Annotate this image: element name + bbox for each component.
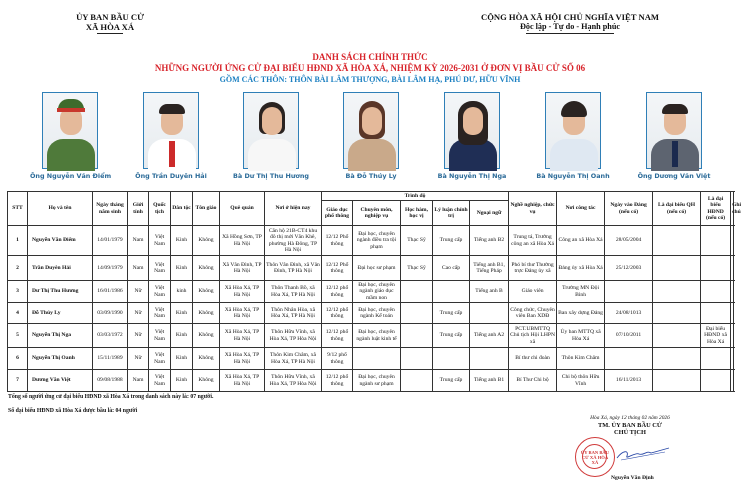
col-header-party-date: Ngày vào Đảng (nếu có) <box>605 192 653 226</box>
cell-name: Dư Thị Thu Hương <box>28 281 93 303</box>
cell-occupation: Bí thư chi đoàn <box>509 348 557 370</box>
cell-council-delegate <box>701 370 731 392</box>
cell-specialty: Đại học sư phạm <box>353 256 401 281</box>
cell-party-date <box>605 281 653 303</box>
cell-stt: 7 <box>8 370 28 392</box>
cell-name: Dương Văn Việt <box>28 370 93 392</box>
cell-gender: Nữ <box>128 348 149 370</box>
authority-line-2: XÃ HÒA XÁ <box>85 22 135 32</box>
cell-religion: Không <box>193 324 220 348</box>
cell-na-delegate <box>653 281 701 303</box>
cell-residence: Thôn Hữu Vĩnh, xã Hòa Xá, TP Hòa Nội <box>265 324 322 348</box>
cell-hometown: Xã Hòa Xá, TP Hà Nội <box>220 281 265 303</box>
cell-specialty: Đại học, chuyên ngành điều tra tội phạm <box>353 226 401 256</box>
table-row <box>8 324 734 348</box>
cell-occupation: Phó bí thư Thường trực Đảng ủy xã <box>509 256 557 281</box>
cell-stt: 5 <box>8 324 28 348</box>
cell-religion: Không <box>193 370 220 392</box>
col-header-council-delegate: Là đại biểu HĐND (nếu có) <box>701 192 731 226</box>
cell-occupation: Bí Thư Chi bộ <box>509 370 557 392</box>
cell-politics: Trung cấp <box>433 303 470 324</box>
candidate-portrait <box>444 92 500 169</box>
cell-workplace: Thôn Kim Châm <box>557 348 605 370</box>
cell-council-delegate <box>701 281 731 303</box>
cell-general-edu: 12/12 Phổ thông <box>322 256 353 281</box>
col-header-language: Ngoại ngữ <box>470 201 509 226</box>
cell-occupation: Trung tá, Trưởng công an xã Hòa Xá <box>509 226 557 256</box>
cell-religion: Không <box>193 256 220 281</box>
cell-occupation: Giáo viên <box>509 281 557 303</box>
cell-language: Tiếng anh B1, Tiếng Pháp <box>470 256 509 281</box>
cell-politics: Trung cấp <box>433 370 470 392</box>
table-row <box>8 370 734 392</box>
col-header-note: Ghi chú <box>731 192 734 226</box>
cell-gender: Nam <box>128 370 149 392</box>
candidate-photo-card <box>533 92 613 180</box>
candidate-portrait <box>646 92 702 169</box>
cell-party-date: 16/11/2013 <box>605 370 653 392</box>
cell-party-date: 07/10/2011 <box>605 324 653 348</box>
cell-dob: 15/11/1989 <box>93 348 128 370</box>
cell-nationality: Việt Nam <box>149 303 171 324</box>
cell-name: Trần Duyên Hải <box>28 256 93 281</box>
cell-degree: Thạc Sỹ <box>401 256 433 281</box>
signing-authority-line-2: CHỦ TỊCH <box>613 429 647 436</box>
cell-dob: 09/08/1988 <box>93 370 128 392</box>
signing-authority-line-1: TM. ỦY BAN BẦU CỬ <box>598 422 662 429</box>
col-header-na-delegate: Là đại biểu QH (nếu có) <box>653 192 701 226</box>
cell-nationality: Việt Nam <box>149 370 171 392</box>
candidate-portrait <box>343 92 399 169</box>
seats-note: Số đại biểu HĐND xã Hòa Xá được bầu là: 04 người <box>8 408 138 414</box>
divider <box>97 33 123 34</box>
cell-workplace: Ban xây dựng Đảng <box>557 303 605 324</box>
candidate-photo-card <box>634 92 714 180</box>
cell-stt: 3 <box>8 281 28 303</box>
cell-workplace: Trường MN Đội Bình <box>557 281 605 303</box>
cell-hometown: Xã Hòa Xá, TP Hà Nội <box>220 348 265 370</box>
cell-occupation: Công chức, Chuyên viên Ban XDĐ <box>509 303 557 324</box>
cell-specialty: Đại học, chuyên ngành luật kinh tế <box>353 324 401 348</box>
cell-nationality: Việt Nam <box>149 281 171 303</box>
cell-council-delegate <box>701 256 731 281</box>
cell-council-delegate <box>701 303 731 324</box>
candidate-photo-card <box>30 92 110 180</box>
cell-specialty: Đại học, chuyên ngành sư phạm <box>353 370 401 392</box>
cell-note <box>731 256 734 281</box>
cell-stt: 1 <box>8 226 28 256</box>
cell-residence: Thôn Kim Châm, xã Hòa Xá, TP Hà Nội <box>265 348 322 370</box>
cell-dob: 03/03/1972 <box>93 324 128 348</box>
motto: Độc lập - Tự do - Hạnh phúc <box>519 22 621 31</box>
authority-line-1: ỦY BAN BẦU CỬ <box>76 12 144 22</box>
cell-ethnicity: kinh <box>171 281 193 303</box>
cell-hometown: Xã Hòa Xá, TP Hà Nội <box>220 303 265 324</box>
candidate-caption: Bà Đỗ Thúy Ly <box>345 172 397 180</box>
table-row <box>8 281 734 303</box>
cell-na-delegate <box>653 370 701 392</box>
cell-na-delegate <box>653 348 701 370</box>
cell-general-edu: 12/12 phổ thông <box>322 281 353 303</box>
cell-nationality: Việt Nam <box>149 226 171 256</box>
col-header-general-edu: Giáo dục phổ thông <box>322 201 353 226</box>
cell-ethnicity: Kinh <box>171 348 193 370</box>
col-header-hometown: Quê quán <box>220 192 265 226</box>
candidate-photo-card <box>331 92 411 180</box>
cell-note <box>731 324 734 348</box>
col-header-name: Họ và tên <box>28 192 93 226</box>
cell-degree <box>401 324 433 348</box>
cell-na-delegate <box>653 226 701 256</box>
cell-general-edu: 12/12 Phổ thông <box>322 226 353 256</box>
cell-workplace: Đảng ủy xã Hòa Xá <box>557 256 605 281</box>
cell-politics <box>433 348 470 370</box>
cell-religion: Không <box>193 303 220 324</box>
cell-hometown: Xã Vân Đình, TP Hà Nội <box>220 256 265 281</box>
cell-specialty: Đại học, chuyên ngành Kế toán <box>353 303 401 324</box>
handwritten-signature-icon <box>615 446 670 462</box>
candidate-photo-card <box>131 92 211 180</box>
cell-religion: Không <box>193 226 220 256</box>
document-title: DANH SÁCH CHÍNH THỨC <box>312 52 428 62</box>
divider <box>526 33 614 34</box>
cell-degree <box>401 303 433 324</box>
col-header-nationality: Quốc tịch <box>149 192 171 226</box>
cell-residence: Thôn Nhân Hòa, xã Hòa Xá, TP Hà Nội <box>265 303 322 324</box>
cell-degree <box>401 348 433 370</box>
cell-note <box>731 281 734 303</box>
cell-na-delegate <box>653 324 701 348</box>
candidate-photo-card <box>231 92 311 180</box>
cell-stt: 2 <box>8 256 28 281</box>
cell-nationality: Việt Nam <box>149 324 171 348</box>
cell-dob: 16/01/1986 <box>93 281 128 303</box>
candidate-caption: Ông Dương Văn Việt <box>637 172 711 180</box>
cell-ethnicity: Kinh <box>171 226 193 256</box>
cell-nationality: Việt Nam <box>149 256 171 281</box>
cell-gender: Nữ <box>128 303 149 324</box>
col-header-specialty: Chuyên môn, nghiệp vụ <box>353 201 401 226</box>
cell-stt: 4 <box>8 303 28 324</box>
cell-occupation: PCT.UBMTTQ Chủ tịch Hội LHPN xã <box>509 324 557 348</box>
cell-specialty <box>353 348 401 370</box>
cell-party-date: 28/05/2004 <box>605 226 653 256</box>
cell-party-date <box>605 348 653 370</box>
signing-authority <box>545 422 715 436</box>
cell-council-delegate <box>701 348 731 370</box>
cell-na-delegate <box>653 303 701 324</box>
cell-politics: Cao cấp <box>433 256 470 281</box>
candidate-portrait <box>42 92 98 169</box>
cell-general-edu: 12/12 phổ thông <box>322 303 353 324</box>
cell-general-edu: 9/12 phổ thông <box>322 348 353 370</box>
cell-politics: Trung cấp <box>433 226 470 256</box>
cell-language <box>470 348 509 370</box>
cell-ethnicity: Kinh <box>171 324 193 348</box>
document-scope: GỒM CÁC THÔN: THÔN BÀI LÂM THƯỢNG, BÀI LÂM HẠ, PHÚ DƯ, HỮU VĨNH <box>219 75 521 84</box>
candidate-photos <box>0 92 740 184</box>
table-row <box>8 348 734 370</box>
col-header-gender: Giới tính <box>128 192 149 226</box>
cell-language: Tiếng anh B <box>470 281 509 303</box>
cell-note <box>731 370 734 392</box>
cell-na-delegate <box>653 256 701 281</box>
cell-ethnicity: Kinh <box>171 303 193 324</box>
cell-gender: Nam <box>128 256 149 281</box>
cell-residence: Thôn Hữu Vĩnh, xã Hòa Xá, TP Hòa Nội <box>265 370 322 392</box>
cell-general-edu: 12/12 phổ thông <box>322 370 353 392</box>
cell-language: Tiếng anh B2 <box>470 226 509 256</box>
cell-council-delegate: Đại biểu HĐND xã Hòa Xá <box>701 324 731 348</box>
cell-politics: Trung cấp <box>433 324 470 348</box>
country-name: CỘNG HÒA XÃ HỘI CHỦ NGHĨA VIỆT NAM <box>480 12 660 22</box>
cell-degree <box>401 370 433 392</box>
cell-gender: Nữ <box>128 324 149 348</box>
cell-politics <box>433 281 470 303</box>
candidate-photo-card <box>432 92 512 180</box>
cell-party-date: 25/12/2003 <box>605 256 653 281</box>
cell-dob: 03/09/1990 <box>93 303 128 324</box>
candidate-caption: Bà Dư Thị Thu Hương <box>233 172 309 180</box>
cell-workplace: Ủy ban MTTQ xã Hòa Xá <box>557 324 605 348</box>
cell-gender: Nữ <box>128 281 149 303</box>
cell-name: Đỗ Thúy Ly <box>28 303 93 324</box>
issuing-authority <box>40 12 180 34</box>
cell-party-date: 24/08/1013 <box>605 303 653 324</box>
table-row <box>8 226 734 256</box>
cell-religion: Không <box>193 348 220 370</box>
candidate-table <box>7 191 741 392</box>
candidate-caption: Ông Trần Duyên Hải <box>135 172 207 180</box>
col-header-degree: Học hàm, học vị <box>401 201 433 226</box>
cell-language: Tiếng anh B1 <box>470 370 509 392</box>
cell-degree <box>401 281 433 303</box>
cell-nationality: Việt Nam <box>149 348 171 370</box>
cell-specialty: Đại học, chuyên ngành giáo dục mầm non <box>353 281 401 303</box>
cell-note <box>731 226 734 256</box>
signer-name: Nguyễn Văn Định <box>611 475 654 481</box>
cell-gender: Nam <box>128 226 149 256</box>
col-group-education: Trình độ <box>322 192 509 201</box>
cell-dob: 14/09/1979 <box>93 256 128 281</box>
cell-note <box>731 303 734 324</box>
cell-ethnicity: Kinh <box>171 370 193 392</box>
col-header-dob: Ngày tháng năm sinh <box>93 192 128 226</box>
cell-ethnicity: Kinh <box>171 256 193 281</box>
cell-note <box>731 348 734 370</box>
document-subtitle: NHỮNG NGƯỜI ỨNG CỬ ĐẠI BIỂU HĐND XÃ HÒA XÁ, NHIỆM KỲ 2026-2031 Ở ĐƠN VỊ BẦU CỬ SỐ 06 <box>154 63 586 73</box>
candidate-portrait <box>243 92 299 169</box>
candidate-caption: Ông Nguyễn Văn Điểm <box>30 172 112 180</box>
national-motto <box>445 12 695 34</box>
cell-language <box>470 303 509 324</box>
table-row <box>8 303 734 324</box>
candidate-portrait <box>143 92 199 169</box>
cell-name: Nguyễn Văn Điểm <box>28 226 93 256</box>
cell-name: Nguyễn Thị Nga <box>28 324 93 348</box>
cell-name: Nguyễn Thị Oanh <box>28 348 93 370</box>
col-header-residence: Nơi ở hiện nay <box>265 192 322 226</box>
official-seal-icon <box>575 437 615 477</box>
cell-language: Tiếng anh A2 <box>470 324 509 348</box>
cell-dob: 14/01/1979 <box>93 226 128 256</box>
cell-workplace: Công an xã Hòa Xá <box>557 226 605 256</box>
col-header-workplace: Nơi công tác <box>557 192 605 226</box>
col-header-stt: STT <box>8 192 28 226</box>
cell-degree: Thạc Sỹ <box>401 226 433 256</box>
candidate-caption: Bà Nguyễn Thị Nga <box>437 172 507 180</box>
cell-stt: 6 <box>8 348 28 370</box>
col-header-ethnicity: Dân tộc <box>171 192 193 226</box>
cell-residence: Thôn Vân Đình, xã Vân Đình, TP Hà Nội <box>265 256 322 281</box>
signing-date: Hòa Xá, ngày 12 tháng 02 năm 2026 <box>590 415 670 421</box>
cell-hometown: Xã Hòa Xá, TP Hà Nội <box>220 324 265 348</box>
cell-council-delegate <box>701 226 731 256</box>
cell-workplace: Chi bộ thôn Hữu Vĩnh <box>557 370 605 392</box>
table-row <box>8 256 734 281</box>
seal-text: ỦY BAN BẦU CỬ XÃ HÒA XÁ <box>580 450 610 465</box>
col-header-occupation: Nghề nghiệp, chức vụ <box>509 192 557 226</box>
cell-religion: Không <box>193 281 220 303</box>
cell-general-edu: 12/12 phổ thông <box>322 324 353 348</box>
col-header-religion: Tôn giáo <box>193 192 220 226</box>
candidate-caption: Bà Nguyễn Thị Oanh <box>536 172 610 180</box>
cell-residence: Thôn Thanh Bồ, xã Hòa Xá, TP Hà Nội <box>265 281 322 303</box>
candidate-portrait <box>545 92 601 169</box>
cell-hometown: Xã Hồng Sơn, TP Hà Nội <box>220 226 265 256</box>
cell-residence: Căn hộ 21B-CT4 khu đô thị mới Văn Khê, phường Hà Đông, TP Hà Nội <box>265 226 322 256</box>
col-header-politics: Lý luận chính trị <box>433 201 470 226</box>
total-candidates-note: Tổng số người ứng cử đại biểu HĐND xã Hòa Xá trong danh sách này là: 07 người. <box>8 394 214 400</box>
cell-hometown: Xã Hòa Xá, TP Hà Nội <box>220 370 265 392</box>
